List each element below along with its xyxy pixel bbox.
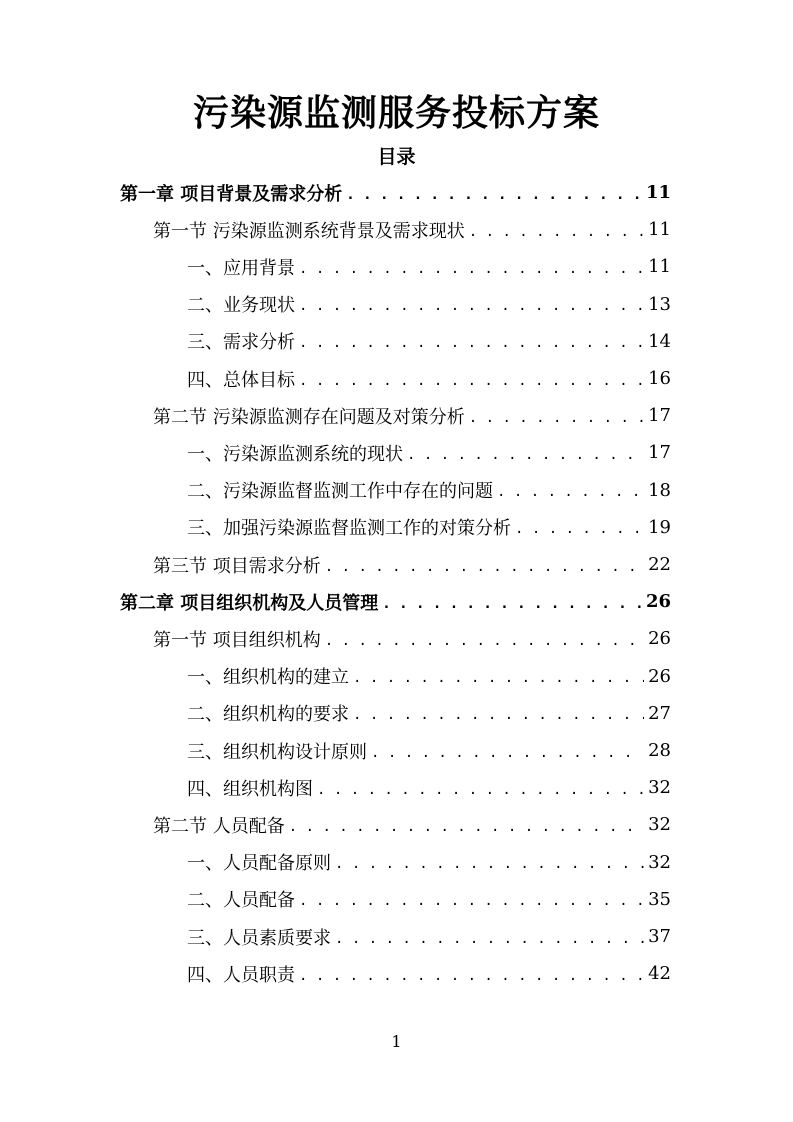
toc-entry[interactable] [187,286,671,323]
toc-entry-text: 一、应用背景 [187,257,295,279]
toc-entry-page: 11 [648,219,671,241]
toc-entry[interactable] [153,806,671,843]
toc-entry[interactable] [153,546,671,583]
toc-entry[interactable] [187,881,671,918]
toc-entry-text: 三、加强污染源监督监测工作的对策分析 [187,518,511,540]
toc-entry[interactable] [187,918,671,955]
toc-dot-leader [382,596,642,612]
toc-entry[interactable] [153,397,671,434]
toc-entry-page: 16 [648,368,671,389]
toc-dot-leader [469,410,644,426]
toc-entry[interactable] [187,844,671,881]
toc-entry-page: 35 [648,888,671,910]
toc-entry[interactable] [153,211,671,248]
toc-entry[interactable] [187,509,671,546]
toc-heading: 目录 [377,146,416,168]
toc-entry-page: 22 [648,554,671,575]
toc-entry-page: 32 [648,814,671,836]
toc-dot-leader [325,559,644,575]
toc-entry[interactable] [187,955,671,992]
toc-entry[interactable] [187,695,671,732]
toc-entry[interactable] [120,583,671,620]
toc-dot-leader [515,521,644,537]
toc-dot-leader [325,633,644,649]
toc-dot-leader [371,745,644,761]
toc-entry-page: 28 [648,740,671,761]
toc-entry-text: 四、组织机构图 [187,778,313,800]
toc-entry[interactable] [187,769,671,806]
toc-entry-page: 37 [648,926,671,947]
toc-entry-page: 42 [648,963,671,985]
toc-entry-page: 19 [648,516,671,538]
toc-entry-text: 第二节 污染源监测存在问题及对策分析 [153,406,465,428]
toc-entry[interactable] [187,323,671,360]
toc-dot-leader [497,484,644,500]
toc-entry-page: 14 [648,330,671,352]
toc-dot-leader [335,931,644,947]
toc-entry-page: 26 [645,591,671,613]
toc-dot-leader [346,187,642,203]
toc-dot-leader [299,261,644,277]
toc-entry[interactable] [120,174,671,211]
toc-entry-text: 一、人员配备原则 [187,853,331,875]
document-title: 污染源监测服务投标方案 [192,92,600,134]
toc-entry[interactable] [187,658,671,695]
toc-entry-text: 二、组织机构的要求 [187,704,349,726]
toc-entry-text: 一、污染源监测系统的现状 [187,443,403,465]
toc-entry[interactable] [187,434,671,471]
toc-entry-text: 第一节 项目组织机构 [153,629,321,651]
toc-entry-page: 26 [648,628,671,650]
toc-dot-leader [299,298,644,314]
toc-entry[interactable] [187,248,671,285]
toc-entry-text: 三、人员素质要求 [187,927,331,949]
toc-dot-leader [407,447,644,463]
toc-dot-leader [353,670,644,686]
toc-entry[interactable] [187,360,671,397]
toc-entry-text: 三、需求分析 [187,332,295,354]
toc-entry[interactable] [153,620,671,657]
toc-entry-page: 18 [648,479,671,501]
toc-dot-leader [299,968,644,984]
toc-entry-text: 二、人员配备 [187,890,295,912]
toc-entry-page: 27 [648,702,671,724]
toc-entry-text: 第二章 项目组织机构及人员管理 [120,592,379,614]
toc-entry-text: 四、总体目标 [187,369,295,391]
toc-entry-page: 13 [648,293,671,315]
toc-entry-page: 32 [648,777,671,799]
toc-dot-leader [299,373,644,389]
toc-dot-leader [353,707,644,723]
toc-entry-page: 32 [648,851,671,873]
toc-entry-text: 第三节 项目需求分析 [153,555,321,577]
toc-entry-text: 二、污染源监督监测工作中存在的问题 [187,481,493,503]
toc-entry-text: 第一章 项目背景及需求分析 [120,183,343,205]
toc-dot-leader [317,782,644,798]
toc-entry-page: 26 [648,665,671,687]
toc-dot-leader [289,819,644,835]
toc-entry-page: 11 [648,256,671,278]
toc-entry-text: 四、人员职责 [187,964,295,986]
toc-dot-leader [299,893,644,909]
toc-entry-text: 第二节 人员配备 [153,815,285,837]
toc-entry-page: 17 [648,442,671,464]
toc-entry-page: 11 [645,182,671,203]
toc-entry[interactable] [187,472,671,509]
toc-entry-page: 17 [648,405,671,427]
page-number: 1 [391,1032,402,1051]
toc-entry-text: 二、业务现状 [187,295,295,317]
toc-entry-text: 第一节 污染源监测系统背景及需求现状 [153,220,465,242]
toc-entry-text: 三、组织机构设计原则 [187,741,367,763]
toc-dot-leader [299,335,644,351]
toc-dot-leader [335,856,644,872]
toc-entry[interactable] [187,732,671,769]
toc-dot-leader [469,224,644,240]
toc-entry-text: 一、组织机构的建立 [187,667,349,689]
